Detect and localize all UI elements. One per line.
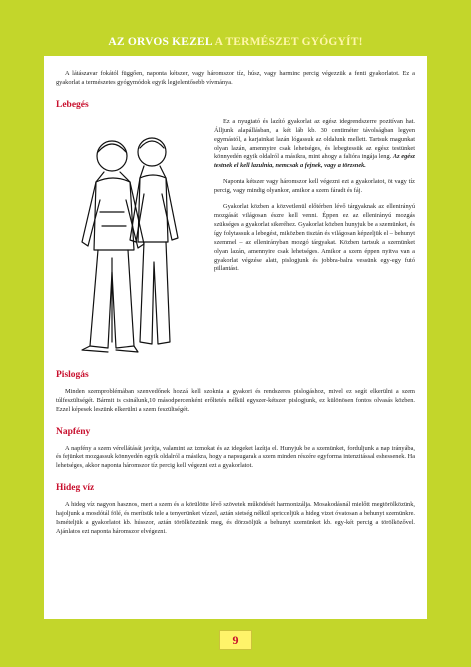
two-figures-illustration (56, 122, 204, 358)
lebeges-section (56, 118, 415, 358)
page-number: 9 (219, 630, 252, 650)
section-title-lebeges: Lebegés (56, 99, 89, 110)
header-part-2: A TERMÉSZET GYÓGYÍT! (214, 36, 363, 48)
lebeges-paragraph-3: Gyakorlat közben a közvetlenül előtérben lévő tárgyaknak az ellenirányú mozgását világosan észre kell venni. Éppen ez az ellenirányú mozgás szükséges a gyakorlat sikeréhez. Gyakorlat közben hunyjuk be a szemünket, és így folytassuk a lebegést, miközben tisztán és világosan képzeljük el – behunyt szemmel – az ellenirányban mozgó tárgyakat. Közben tartsuk a szemünket olyan lazán, amennyire csak lehetséges. Amikor a szem éppen nyitva van a gyakorlat végzése alatt, pislogjunk és jobbra-balra vessünk egy-egy futó pillantást. (214, 203, 415, 273)
section-title-hideg-viz: Hideg víz (56, 483, 95, 494)
intro-paragraph: A látászavar fokától függően, naponta kétszer, vagy háromszor tíz, húsz, vagy harminc percig végezzük a fenti gyakorlatot. Ez a gyakorlat a természetes gyógymódok egyik legjelentősebb vívmánya. (56, 70, 415, 86)
page-content (44, 56, 427, 619)
lebeges-paragraph-1-text: Ez a nyugtató és lazító gyakorlat az egész idegrendszerre pozitívan hat. Álljunk alapállásban, a két láb kb. 30 centiméter távolságban legyen egymástól, a karjainkat lazán lógassuk az oldalunk mellett. Tartsuk magunkat olyan lazán, amennyire csak lehetséges, és lebegtessük az egész testünket könnyedén egyik oldalról a másikra, mint ahogy a falióra ingája leng. (214, 117, 415, 161)
header-part-1: AZ ORVOS KEZEL (108, 36, 213, 48)
hideg-viz-paragraph: A hideg víz nagyon hasznos, mert a szem és a körülötte lévő szövetek működését harmonizálja. Mosakodásnál mielőtt megtörölközünk, hajoljunk a mosdótál fölé, és merítsük tele a tenyerünket vízzel, aztán sietség nélkül spricceljük a hideg vizet óvatosan a behunyt szemünkre. Ismételjük a gyakorlatot kb. hússzor, aztán törölközzünk meg, és dörzsöljük a behunyt szemünket kb. egy-két percig a törölközővel. Ajánlatos ezt naponta háromszor elvégezni. (56, 501, 415, 535)
lebeges-emphasis: Az egész testnek el kell lazulnia, nemcsak a fejnek, vagy a törzsnek. (214, 153, 416, 170)
pislogas-paragraph: Minden szemproblémában szenvedőnek hozzá kell szoknia a gyakori és rendszeres pislogáshoz, mivel ez segít elkerülni a szem túlfeszültségét. Bármit is csinálunk,10 másodpercenként erőltetés nélkül egyszer-kétszer pislogjunk, ez különösen fontos olvasás közben. Ezzel képesek leszünk elkerülni a szem feszültségét. (56, 387, 415, 413)
lebeges-text (214, 118, 415, 358)
lebeges-paragraph-2: Naponta kétszer vagy háromszor kell végezni ezt a gyakorlatot, öt vagy tíz percig, vagy mindig olyankor, amikor a szem fáradt és fáj. (214, 178, 415, 195)
lebeges-paragraph-1 (214, 118, 415, 171)
section-title-pislogas: Pislogás (56, 369, 89, 380)
page-header (0, 36, 471, 48)
napfeny-paragraph: A napfény a szem vérellátását javítja, valamint az izmokat és az idegeket lazítja el. Hunyjuk be a szemünket, forduljunk a nap irányába, és fejünket mozgassuk könnyedén egyik oldalról a másikra, hogy a napsugarak a szem minden részére egyforma intenzitással eshessenek. Ha lehetséges, akkor naponta háromszor tíz percig kell végezni ezt a gyakorlatot. (56, 444, 416, 470)
section-title-napfeny: Napfény (56, 426, 91, 437)
